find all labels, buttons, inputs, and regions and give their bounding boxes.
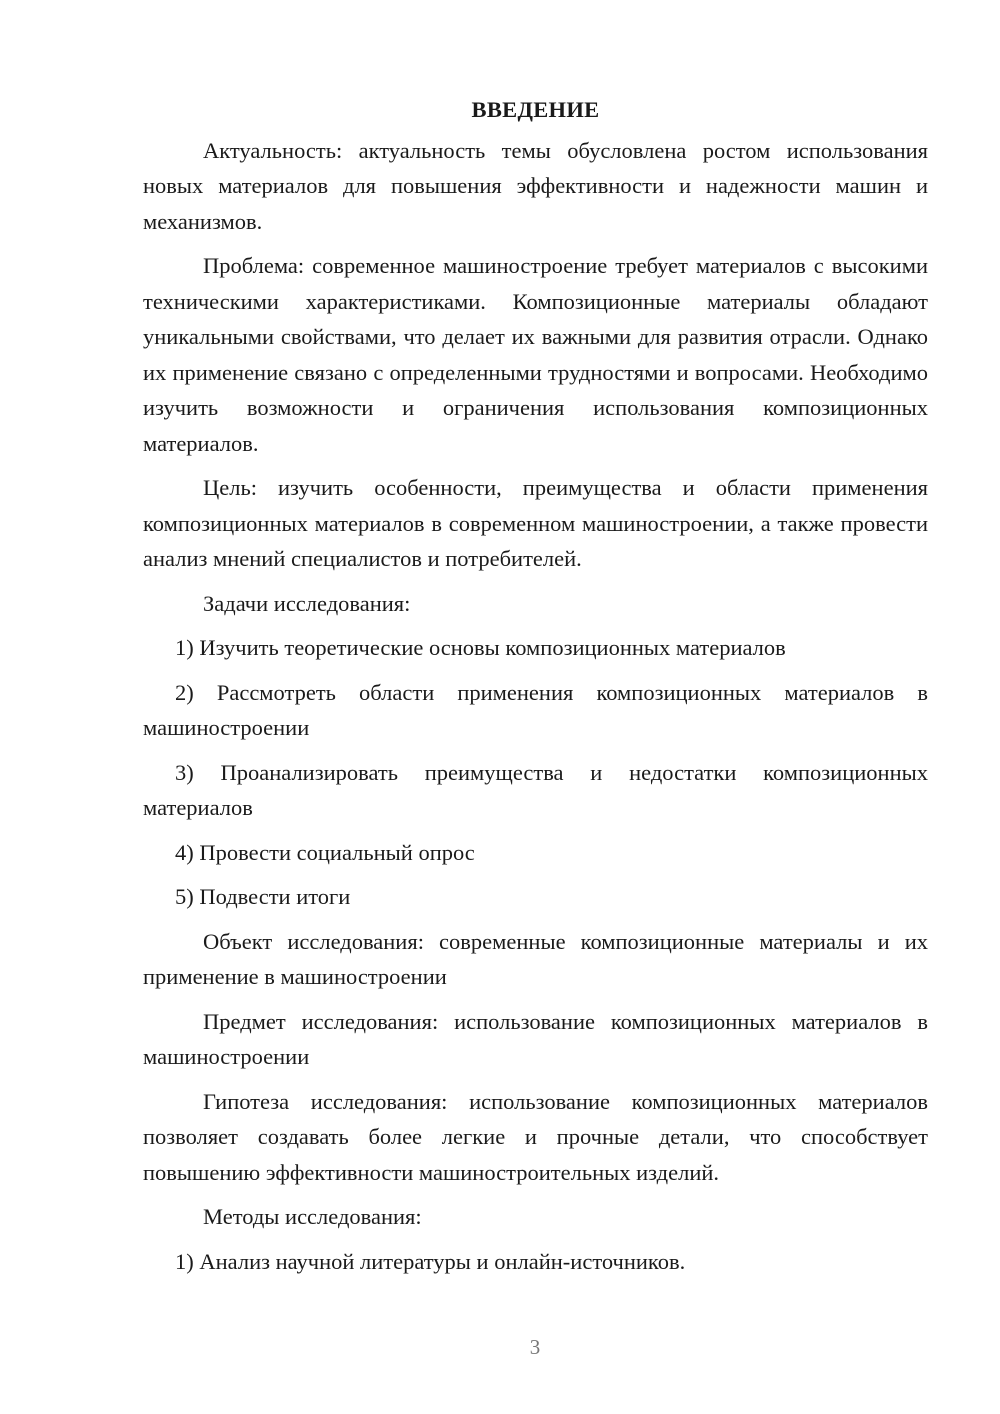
task-item-1: 1) Изучить теоретические основы композиционных материалов [175, 635, 786, 660]
tasks-heading: Задачи исследования: [203, 590, 411, 616]
task-item-3: 3) Проанализировать преимущества и недостатки композиционных материалов [143, 759, 928, 820]
subject-paragraph: Предмет исследования: использование композиционных материалов в машиностроении [143, 1008, 928, 1069]
relevance-paragraph: Актуальность: актуальность темы обусловлена ростом использования новых материалов для повышения эффективности и надежности машин и механизмов. [143, 137, 928, 234]
page-number: 3 [529, 1335, 541, 1359]
task-item-5: 5) Подвести итоги [175, 884, 351, 909]
task-item-4: 4) Провести социальный опрос [175, 839, 475, 865]
method-item-1: 1) Анализ научной литературы и онлайн-источников. [175, 1248, 686, 1274]
section-title: ВВЕДЕНИЕ [471, 97, 600, 122]
hypothesis-paragraph: Гипотеза исследования: использование композиционных материалов позволяет создавать более легкие и прочные детали, что способствует повышению эффективности машиностроительных изделий. [143, 1088, 928, 1185]
methods-heading: Методы исследования: [203, 1204, 422, 1229]
problem-paragraph: Проблема: современное машиностроение требует материалов с высокими техническими характеристиками. Композиционные материалы обладают уникальными свойствами, что делает их важными для развития отрасли. Однако их применение связано с определенными трудностями и вопросами. Необходимо изучить возможности и ограничения использования композиционных материалов. [143, 253, 928, 456]
goal-paragraph: Цель: изучить особенности, преимущества и области применения композиционных материалов в современном машиностроении, а также провести анализ мнений специалистов и потребителей. [143, 475, 928, 571]
object-paragraph: Объект исследования: современные композиционные материалы и их применение в машиностроении [143, 928, 928, 989]
task-item-2: 2) Рассмотреть области применения композиционных материалов в машиностроении [143, 679, 928, 740]
page-content [143, 92, 928, 1288]
